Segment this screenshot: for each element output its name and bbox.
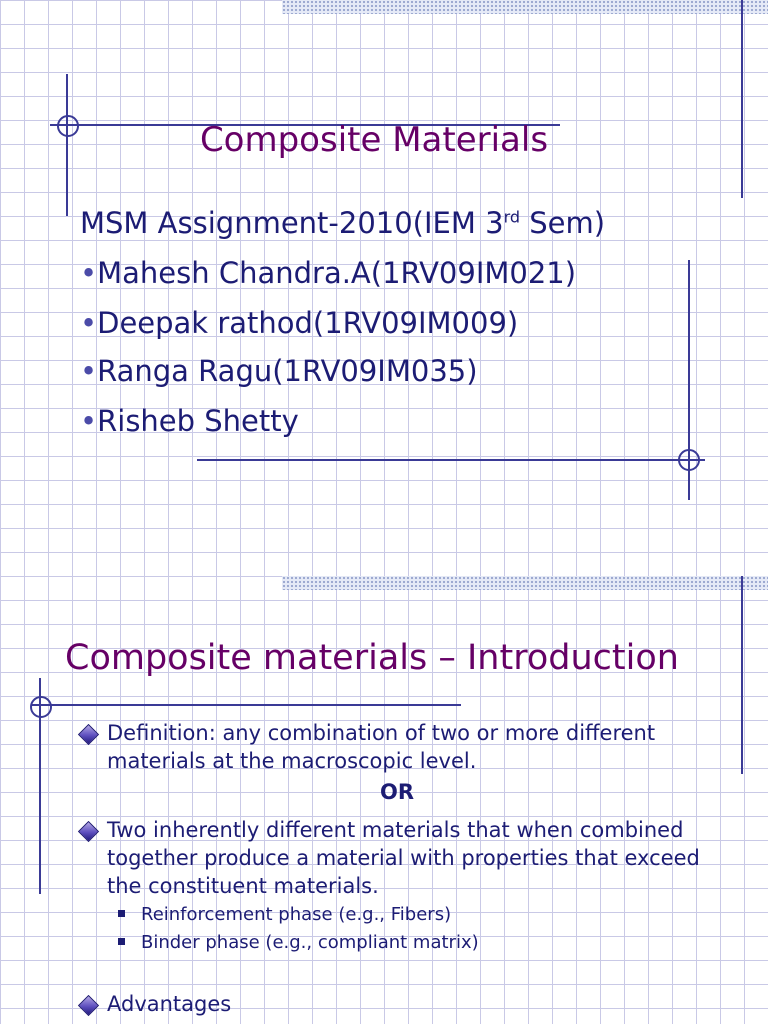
bullet-dot: •: [80, 306, 98, 340]
slide-title-heading: Composite Materials: [199, 120, 549, 160]
deco-circle-bottom-right: [678, 449, 700, 471]
or-separator: OR: [379, 780, 415, 804]
assignment-text: MSM Assignment-2010(IEM 3: [80, 206, 504, 240]
deco-circle-left: [30, 696, 52, 718]
bullet-dot: •: [80, 256, 98, 290]
square-bullet-icon: [118, 938, 125, 945]
alternative-definition-text: Two inherently different materials that when combined together produce a material with properties that exceed the constituent materials.: [107, 818, 700, 898]
member-item: [80, 306, 518, 340]
deco-line-horizontal: [31, 704, 461, 706]
assignment-suffix: Sem): [520, 206, 606, 240]
member-name: Risheb Shetty: [97, 404, 299, 438]
sub-item-text: Reinforcement phase (e.g., Fibers): [141, 904, 452, 925]
bullet-dot: •: [80, 354, 98, 388]
member-name: Ranga Ragu(1RV09IM035): [97, 354, 478, 388]
member-item: [80, 404, 299, 438]
assignment-superscript: rd: [503, 207, 521, 227]
deco-line-right: [741, 0, 743, 198]
sub-item: [118, 932, 479, 953]
member-item: [80, 354, 478, 388]
member-name: Deepak rathod(1RV09IM009): [97, 306, 519, 340]
sub-item-text: Binder phase (e.g., compliant matrix): [141, 932, 479, 953]
definition-text: Definition: any combination of two or more different materials at the macroscopic level.: [107, 721, 656, 773]
member-name: Mahesh Chandra.A(1RV09IM021): [97, 256, 577, 290]
bullet-dot: •: [80, 404, 98, 438]
slide-2-heading: Composite materials – Introduction: [65, 638, 679, 678]
assignment-line: [80, 206, 605, 240]
top-dotted-band: [282, 0, 768, 14]
member-item: [80, 256, 576, 290]
square-bullet-icon: [118, 910, 125, 917]
sub-item: [118, 904, 451, 925]
advantages-text: Advantages: [107, 992, 232, 1016]
top-dotted-band: [282, 576, 768, 590]
deco-line-right: [741, 576, 743, 774]
deco-line-bottom-horizontal: [197, 459, 705, 461]
